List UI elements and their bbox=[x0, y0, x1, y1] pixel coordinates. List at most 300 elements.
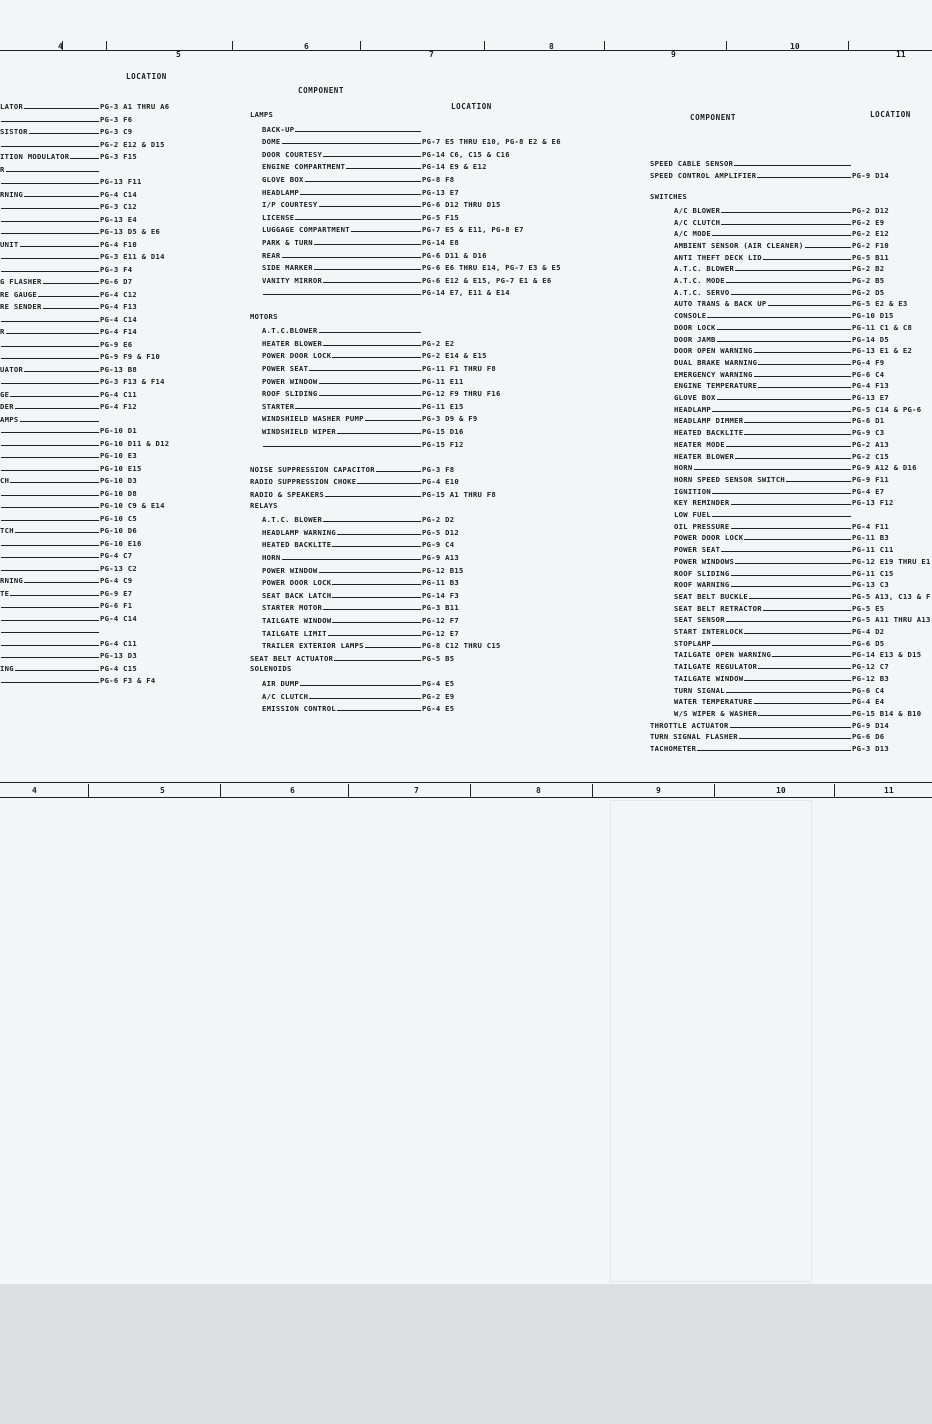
index-entry bbox=[262, 639, 627, 650]
page-grid-location: PG-4 C11 bbox=[100, 638, 138, 648]
page-grid-location: PG-2 E12 & D15 bbox=[100, 139, 165, 149]
bottom-ruler-tick bbox=[348, 784, 349, 797]
page-grid-location: PG-6 E6 THRU E14, PG-7 E3 & E5 bbox=[422, 263, 561, 273]
leader-line bbox=[328, 635, 421, 636]
top-ruler-tick bbox=[726, 41, 727, 51]
component-name: RE GAUGE bbox=[0, 289, 38, 299]
index-entry bbox=[262, 375, 627, 386]
component-name: ENGINE TEMPERATURE bbox=[674, 381, 758, 391]
leader-line bbox=[300, 194, 421, 195]
index-entry bbox=[262, 148, 627, 159]
leader-line bbox=[351, 231, 421, 232]
page-grid-location: PG-3 F6 bbox=[100, 114, 133, 124]
page-grid-location: PG-10 D11 & D12 bbox=[100, 438, 170, 448]
bottom-ruler-tick bbox=[714, 784, 715, 797]
index-entry bbox=[0, 338, 225, 349]
index-entry bbox=[674, 543, 932, 554]
leader-line bbox=[332, 597, 421, 598]
page-grid-location: PG-6 F1 bbox=[100, 601, 133, 610]
component-name: LUGGAGE COMPARTMENT bbox=[262, 225, 350, 235]
page-grid-location: PG-3 D9 & F9 bbox=[422, 414, 478, 424]
index-entry bbox=[262, 627, 627, 638]
leader-line bbox=[734, 165, 851, 166]
col-a-location-header: LOCATION bbox=[126, 72, 167, 81]
leader-line bbox=[697, 750, 851, 751]
index-entry bbox=[262, 324, 627, 335]
page-grid-location: PG-2 D2 bbox=[422, 515, 455, 525]
page-grid-location: PG-5 A11 THRU A13 bbox=[852, 615, 931, 625]
page-grid-location: PG-13 E4 bbox=[100, 214, 138, 224]
leader-line bbox=[754, 703, 851, 704]
component-name: ENGINE COMPARTMENT bbox=[262, 162, 346, 172]
top-ruler-number: 5 bbox=[176, 50, 181, 59]
index-entry bbox=[0, 325, 225, 336]
index-entry bbox=[674, 403, 932, 414]
component-name: A/C MODE bbox=[674, 229, 712, 239]
component-name: ING bbox=[0, 663, 14, 673]
page-grid-location: PG-6 D11 & D16 bbox=[422, 250, 487, 260]
index-entry bbox=[650, 157, 932, 168]
leader-line bbox=[332, 622, 421, 623]
leader-line bbox=[721, 212, 851, 213]
leader-line bbox=[758, 715, 851, 716]
page-grid-location: PG-13 E1 & E2 bbox=[852, 346, 913, 356]
index-entry bbox=[262, 589, 627, 600]
component-name: I/P COURTESY bbox=[262, 200, 318, 210]
page-grid-location: PG-2 E9 bbox=[422, 691, 455, 701]
component-name: SEAT BELT BUCKLE bbox=[674, 591, 749, 601]
page-grid-location: PG-4 E5 bbox=[422, 679, 455, 688]
index-entry bbox=[674, 613, 932, 624]
page-grid-location: PG-4 D2 bbox=[852, 627, 885, 636]
page-grid-location: PG-11 E15 bbox=[422, 401, 464, 411]
page-grid-location: PG-13 D3 bbox=[100, 651, 138, 660]
leader-line bbox=[731, 575, 851, 576]
component-name: OIL PRESSURE bbox=[674, 521, 730, 531]
leader-line bbox=[323, 345, 421, 346]
leader-line bbox=[763, 259, 851, 260]
page-grid-location: PG-13 F12 bbox=[852, 498, 894, 508]
leader-line bbox=[1, 383, 99, 384]
leader-line bbox=[323, 521, 421, 522]
index-entry bbox=[0, 150, 225, 161]
index-entry bbox=[674, 216, 932, 227]
group-heading: RELAYS bbox=[250, 500, 278, 510]
page-grid-location: PG-2 E9 bbox=[852, 217, 885, 227]
index-entry bbox=[0, 313, 225, 324]
component-name: RE SENDER bbox=[0, 302, 42, 311]
component-name: HORN SPEED SENSOR SWITCH bbox=[674, 474, 786, 484]
leader-line bbox=[337, 433, 421, 434]
component-name: HORN bbox=[674, 463, 693, 473]
leader-line bbox=[282, 559, 421, 560]
component-name: RADIO SUPPRESSION CHOKE bbox=[250, 477, 357, 487]
bottom-ruler-number: 6 bbox=[290, 786, 295, 795]
leader-line bbox=[6, 171, 99, 172]
page-grid-location: PG-2 B2 bbox=[852, 264, 885, 274]
leader-line bbox=[1, 545, 99, 546]
leader-line bbox=[1, 520, 99, 521]
component-name: STARTER bbox=[262, 401, 295, 411]
leader-line bbox=[1, 557, 99, 558]
leader-line bbox=[263, 446, 421, 447]
leader-line bbox=[735, 563, 851, 564]
index-entry bbox=[0, 413, 225, 424]
leader-line bbox=[712, 645, 851, 646]
page-grid-location: PG-4 F13 bbox=[100, 302, 138, 311]
top-ruler-number: 9 bbox=[671, 50, 676, 59]
index-entry bbox=[674, 297, 932, 308]
page-grid-location: PG-3 D13 bbox=[852, 744, 890, 753]
component-name: TURN SIGNAL bbox=[674, 685, 725, 695]
leader-line bbox=[15, 408, 99, 409]
component-name: ROOF SLIDING bbox=[674, 568, 730, 578]
index-entry bbox=[262, 261, 627, 272]
bottom-ruler-tick bbox=[88, 784, 89, 797]
leader-line bbox=[712, 411, 851, 412]
index-entry bbox=[0, 175, 225, 186]
index-entry bbox=[0, 250, 225, 261]
index-entry bbox=[0, 375, 225, 386]
page-grid-location: PG-11 E11 bbox=[422, 376, 464, 386]
index-entry bbox=[0, 487, 225, 498]
component-name: A.T.C. SERVO bbox=[674, 287, 730, 297]
component-name: TAILGATE OPEN WARNING bbox=[674, 650, 772, 660]
component-name: POWER DOOR LOCK bbox=[262, 578, 332, 588]
leader-line bbox=[731, 294, 851, 295]
leader-line bbox=[1, 233, 99, 234]
index-entry bbox=[674, 590, 932, 601]
component-name: HEATER BLOWER bbox=[674, 451, 735, 461]
bottom-ruler-number: 10 bbox=[776, 786, 786, 795]
component-name: TAILGATE LIMIT bbox=[262, 628, 327, 638]
page-grid-location: PG-4 C14 bbox=[100, 189, 138, 199]
bottom-ruler-number: 11 bbox=[884, 786, 894, 795]
component-name: POWER SEAT bbox=[674, 545, 721, 555]
component-name: WINDSHIELD WASHER PUMP bbox=[262, 414, 364, 424]
leader-line bbox=[1, 146, 99, 147]
index-entry bbox=[262, 274, 627, 285]
page-grid-location: PG-4 E10 bbox=[422, 477, 460, 487]
leader-line bbox=[332, 357, 421, 358]
index-entry bbox=[0, 674, 225, 685]
component-name: A.T.C. BLOWER bbox=[262, 515, 323, 525]
component-name: A.T.C. MODE bbox=[674, 276, 725, 285]
index-entry bbox=[674, 309, 932, 320]
leader-line bbox=[726, 282, 851, 283]
component-name: A/C BLOWER bbox=[674, 205, 721, 215]
index-entry bbox=[0, 113, 225, 124]
page-grid-location: PG-3 C12 bbox=[100, 202, 138, 211]
page-grid-location: PG-15 F12 bbox=[422, 439, 464, 449]
index-entry bbox=[674, 239, 932, 250]
leader-line bbox=[744, 680, 851, 681]
leader-line bbox=[332, 546, 421, 547]
component-name: R bbox=[0, 327, 5, 336]
index-entry bbox=[250, 488, 627, 499]
index-entry bbox=[650, 742, 932, 753]
component-name: TRAILER EXTERIOR LAMPS bbox=[262, 641, 364, 651]
index-entry bbox=[0, 288, 225, 299]
page-grid-location: PG-9 E7 bbox=[100, 588, 133, 598]
leader-line bbox=[43, 283, 99, 284]
page-grid-location: PG-10 D15 bbox=[852, 311, 894, 321]
index-entry bbox=[0, 462, 225, 473]
page-grid-location: PG-4 E5 bbox=[422, 704, 455, 714]
index-entry bbox=[262, 601, 627, 612]
page-grid-location: PG-4 C9 bbox=[100, 576, 133, 585]
bottom-grid-ruler-top-line bbox=[0, 782, 932, 783]
leader-line bbox=[749, 598, 851, 599]
component-name: ITION MODULATOR bbox=[0, 152, 70, 161]
leader-line bbox=[295, 219, 421, 220]
leader-line bbox=[768, 305, 851, 306]
component-name: HORN bbox=[262, 553, 281, 562]
leader-line bbox=[319, 332, 421, 333]
component-name: A/C CLUTCH bbox=[674, 217, 721, 227]
leader-line bbox=[717, 399, 851, 400]
index-entry bbox=[262, 211, 627, 222]
leader-line bbox=[337, 534, 421, 535]
component-name: HEADLAMP WARNING bbox=[262, 527, 337, 537]
page-grid-location: PG-11 B3 bbox=[422, 578, 460, 588]
leader-line bbox=[24, 371, 99, 372]
index-entry bbox=[0, 637, 225, 648]
leader-line bbox=[295, 131, 421, 132]
component-name: NOISE SUPPRESSION CAPACITOR bbox=[250, 464, 375, 474]
index-entry bbox=[262, 349, 627, 360]
page-grid-location: PG-5 E2 & E3 bbox=[852, 299, 908, 309]
top-ruler-tick bbox=[848, 41, 849, 51]
component-name: POWER DOOR LOCK bbox=[262, 351, 332, 361]
page-grid-location: PG-7 E5 & E11, PG-8 E7 bbox=[422, 225, 524, 235]
index-entry bbox=[674, 286, 932, 297]
component-name: LICENSE bbox=[262, 212, 295, 222]
leader-line bbox=[1, 221, 99, 222]
leader-line bbox=[786, 481, 851, 482]
component-name: W/S WIPER & WASHER bbox=[674, 708, 758, 718]
index-entry bbox=[674, 637, 932, 648]
page-grid-location: PG-2 F10 bbox=[852, 240, 890, 250]
component-name: WINDSHIELD WIPER bbox=[262, 427, 337, 436]
index-entry bbox=[0, 549, 225, 560]
leader-line bbox=[730, 727, 851, 728]
page-grid-location: PG-9 F9 & F10 bbox=[100, 352, 161, 361]
leader-line bbox=[319, 572, 421, 573]
page-grid-location: PG-12 B3 bbox=[852, 673, 890, 683]
leader-line bbox=[1, 358, 99, 359]
leader-line bbox=[757, 177, 851, 178]
leader-line bbox=[43, 308, 99, 309]
page-grid-location: PG-3 B11 bbox=[422, 603, 460, 613]
component-name: POWER WINDOW bbox=[262, 565, 318, 575]
page-grid-location: PG-6 D1 bbox=[852, 416, 885, 426]
index-entry bbox=[250, 475, 627, 486]
index-entry bbox=[674, 473, 932, 484]
leader-line bbox=[1, 121, 99, 122]
leader-line bbox=[346, 168, 421, 169]
index-entry bbox=[0, 363, 225, 374]
component-name: TCH bbox=[0, 526, 14, 535]
page-grid-location: PG-11 B3 bbox=[852, 533, 890, 543]
leader-line bbox=[38, 296, 99, 297]
index-entry bbox=[0, 213, 225, 224]
page-grid-location: PG-4 F12 bbox=[100, 402, 138, 411]
index-entry bbox=[674, 520, 932, 531]
index-entry bbox=[262, 286, 627, 297]
bottom-ruler-tick bbox=[592, 784, 593, 797]
leader-line bbox=[712, 516, 851, 517]
leader-line bbox=[263, 294, 421, 295]
page-grid-location: PG-15 A1 THRU F8 bbox=[422, 490, 497, 499]
leader-line bbox=[1, 495, 99, 496]
component-name: TAILGATE WINDOW bbox=[674, 673, 744, 683]
top-ruler-tick bbox=[232, 41, 233, 51]
index-entry bbox=[262, 677, 627, 688]
component-name: WATER TEMPERATURE bbox=[674, 697, 753, 707]
component-name: SPEED CABLE SENSOR bbox=[650, 159, 734, 168]
page-grid-location: PG-5 A13, C13 & F bbox=[852, 591, 931, 601]
page-grid-location: PG-4 F11 bbox=[852, 521, 890, 531]
page-grid-location: PG-12 C7 bbox=[852, 662, 890, 672]
index-entry bbox=[262, 186, 627, 197]
page-grid-location: PG-3 F13 & F14 bbox=[100, 377, 165, 386]
leader-line bbox=[721, 551, 851, 552]
index-entry bbox=[0, 662, 225, 673]
page-grid-location: PG-3 F4 bbox=[100, 264, 133, 274]
component-name: DUAL BRAKE WARNING bbox=[674, 357, 758, 367]
index-entry bbox=[262, 236, 627, 247]
leader-line bbox=[10, 396, 99, 397]
leader-line bbox=[24, 582, 99, 583]
component-name: AMBIENT SENSOR (AIR CLEANER) bbox=[674, 240, 804, 250]
page-grid-location: PG-2 E2 bbox=[422, 338, 455, 348]
page-grid-location: PG-6 D5 bbox=[852, 638, 885, 648]
index-entry bbox=[674, 555, 932, 566]
leader-line bbox=[1, 457, 99, 458]
page-grid-location: PG-9 C4 bbox=[422, 540, 455, 550]
page-grid-location: PG-4 C15 bbox=[100, 663, 138, 673]
index-entry bbox=[262, 526, 627, 537]
leader-line bbox=[24, 196, 99, 197]
component-name: RADIO & SPEAKERS bbox=[250, 490, 325, 499]
component-name: TACHOMETER bbox=[650, 744, 697, 753]
page-grid-location: PG-10 D8 bbox=[100, 488, 138, 498]
page-grid-location: PG-4 F9 bbox=[852, 357, 885, 367]
leader-line bbox=[731, 586, 851, 587]
leader-line bbox=[282, 143, 421, 144]
leader-line bbox=[726, 446, 851, 447]
page-grid-location: PG-9 A13 bbox=[422, 553, 460, 562]
index-entry bbox=[0, 649, 225, 660]
component-name: G FLASHER bbox=[0, 277, 42, 286]
index-entry bbox=[674, 660, 932, 671]
bottom-grid-ruler-bottom-line bbox=[0, 797, 932, 798]
leader-line bbox=[20, 246, 99, 247]
component-name: AIR DUMP bbox=[262, 679, 300, 688]
component-name: UATOR bbox=[0, 364, 24, 374]
page-grid-location: PG-2 E14 & E15 bbox=[422, 351, 487, 361]
index-entry bbox=[262, 198, 627, 209]
index-entry bbox=[674, 204, 932, 215]
page-grid-location: PG-2 D5 bbox=[852, 287, 885, 297]
component-name: SEAT SENSOR bbox=[674, 615, 725, 625]
component-name: A.T.C.BLOWER bbox=[262, 326, 318, 336]
component-name: TURN SIGNAL FLASHER bbox=[650, 732, 738, 742]
index-entry bbox=[0, 562, 225, 573]
index-entry bbox=[262, 400, 627, 411]
index-entry bbox=[674, 578, 932, 589]
group-heading: SOLENOIDS bbox=[250, 664, 292, 674]
index-entry bbox=[674, 496, 932, 507]
index-entry bbox=[650, 169, 932, 180]
index-entry bbox=[250, 652, 627, 663]
leader-line bbox=[717, 329, 851, 330]
leader-line bbox=[763, 610, 851, 611]
leader-line bbox=[323, 282, 421, 283]
index-entry bbox=[674, 461, 932, 472]
leader-line bbox=[726, 621, 851, 622]
index-entry bbox=[674, 602, 932, 613]
leader-line bbox=[10, 595, 99, 596]
index-entry bbox=[0, 474, 225, 485]
component-name: SEAT BELT RETRACTOR bbox=[674, 603, 762, 613]
page-grid-location: PG-4 E7 bbox=[852, 486, 885, 496]
component-name: AUTO TRANS & BACK UP bbox=[674, 299, 767, 309]
index-entry bbox=[262, 564, 627, 575]
leader-line bbox=[20, 421, 99, 422]
page-grid-location: PG-9 D14 bbox=[852, 170, 890, 180]
leader-line bbox=[754, 376, 851, 377]
component-name: REAR bbox=[262, 250, 281, 260]
leader-line bbox=[731, 504, 851, 505]
component-name: VANITY MIRROR bbox=[262, 275, 323, 285]
page-grid-location: PG-5 C14 & PG-6 bbox=[852, 404, 922, 414]
page-grid-location: PG-14 E8 bbox=[422, 238, 460, 247]
leader-line bbox=[772, 656, 851, 657]
index-entry bbox=[262, 135, 627, 146]
top-ruler-number: 10 bbox=[790, 42, 800, 51]
page-grid-location: PG-14 E9 & E12 bbox=[422, 162, 487, 172]
leader-line bbox=[365, 420, 421, 421]
index-entry bbox=[262, 362, 627, 373]
component-name: DER bbox=[0, 402, 14, 411]
page-grid-location: PG-4 C7 bbox=[100, 551, 133, 560]
leader-line bbox=[29, 133, 99, 134]
page-grid-location: PG-6 D6 bbox=[852, 732, 885, 742]
component-name: SEAT BELT ACTUATOR bbox=[250, 653, 334, 663]
leader-line bbox=[731, 528, 851, 529]
page-grid-location: PG-3 E11 & D14 bbox=[100, 252, 165, 261]
leader-line bbox=[1, 632, 99, 633]
index-entry bbox=[0, 524, 225, 535]
col-c-component-header: COMPONENT bbox=[690, 113, 737, 122]
page-grid-location: PG-9 F11 bbox=[852, 474, 890, 484]
index-entry bbox=[262, 123, 627, 134]
leader-line bbox=[332, 584, 421, 585]
page-grid-location: PG-4 F14 bbox=[100, 327, 138, 336]
top-ruler-number: 6 bbox=[304, 42, 309, 51]
index-entry bbox=[262, 337, 627, 348]
index-entry bbox=[674, 684, 932, 695]
page-grid-location: PG-8 F8 bbox=[422, 175, 455, 184]
page-grid-location: PG-6 C4 bbox=[852, 685, 885, 695]
page-grid-location: PG-2 D12 bbox=[852, 205, 890, 215]
leader-line bbox=[1, 445, 99, 446]
page-grid-location: PG-4 F13 bbox=[852, 381, 890, 391]
index-entry bbox=[262, 551, 627, 562]
leader-line bbox=[1, 645, 99, 646]
